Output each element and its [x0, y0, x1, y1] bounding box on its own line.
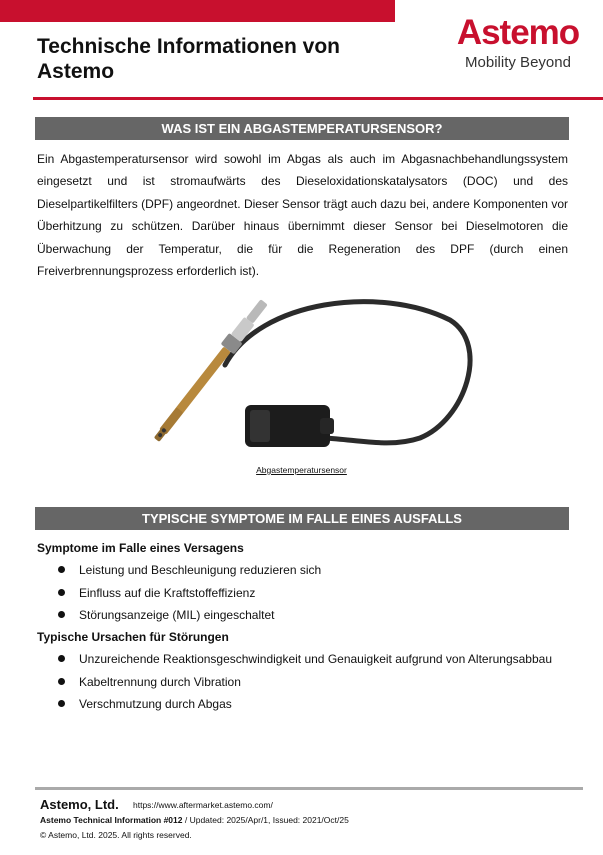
list-item [58, 671, 552, 694]
list-item-text: Verschmutzung durch Abgas [79, 697, 232, 711]
image-caption: Abgastemperatursensor [256, 465, 347, 475]
title-line-1: Technische Informationen von [37, 35, 340, 58]
list-item-text: Störungsanzeige (MIL) eingeschaltet [79, 608, 275, 622]
footer-doc-number: Astemo Technical Information #012 [40, 815, 183, 825]
footer-doc-dates: / Updated: 2025/Apr/1, Issued: 2021/Oct/25 [182, 815, 349, 825]
sensor-image [120, 290, 480, 460]
bullet-icon [58, 700, 65, 707]
bullet-icon [58, 589, 65, 596]
brand-tagline: Mobility Beyond [465, 54, 571, 71]
brand-name: Astemo [456, 13, 580, 52]
footer-document-info [40, 815, 349, 825]
causes-list [58, 648, 552, 716]
footer-divider [35, 787, 583, 790]
section-heading-what-is: WAS IST EIN ABGASTEMPERATURSENSOR? [35, 117, 569, 140]
list-item-text: Einfluss auf die Kraftstoffeffizienz [79, 585, 256, 600]
brand-logo [438, 14, 598, 71]
causes-subheading: Typische Ursachen für Störungen [37, 630, 229, 644]
list-item-text: Leistung und Beschleunigung reduzieren sich [79, 563, 322, 577]
bullet-icon [58, 611, 65, 618]
bullet-icon [58, 566, 65, 573]
list-item [58, 559, 321, 582]
page-title [37, 34, 417, 84]
list-item [58, 582, 321, 605]
intro-paragraph: Ein Abgastemperatursensor wird sowohl im Abgas als auch im Abgasnachbehandlungssystem eingesetzt und ist stromaufwärts des Dieseloxidationskatalysators (DOC) und des Dieselpartikelfilters (DPF) angeordnet. Dieser Sensor trägt auch dazu bei, andere Komponenten vor Überhitzung zu schützen. Darüber hinaus übernimmt dieser Sensor bei Dieselmotoren die Überwachung der Temperatur, die für die Regeneration des DPF (durch einen Freiverbrennungsprozess erforderlich ist). [37, 152, 568, 279]
footer-copyright: © Astemo, Ltd. 2025. All rights reserved. [40, 830, 192, 840]
footer-url-link[interactable]: https://www.aftermarket.astemo.com/ [133, 800, 273, 810]
bullet-icon [58, 678, 65, 685]
list-item [58, 693, 552, 716]
header-divider [33, 97, 603, 100]
list-item-text: Kabeltrennung durch Vibration [79, 674, 241, 689]
symptoms-list [58, 559, 321, 627]
top-accent-bar [0, 0, 395, 22]
list-item-text: Unzureichende Reaktionsgeschwindigkeit und Genauigkeit aufgrund von Alterungsabbau [79, 652, 552, 666]
footer-company: Astemo, Ltd. [40, 797, 119, 812]
list-item [58, 648, 552, 671]
title-line-2: Astemo [37, 60, 115, 83]
section-heading-symptoms: TYPISCHE SYMPTOME IM FALLE EINES AUSFALLS [35, 507, 569, 530]
symptoms-subheading: Symptome im Falle eines Versagens [37, 541, 244, 555]
list-item [58, 604, 321, 627]
bullet-icon [58, 655, 65, 662]
